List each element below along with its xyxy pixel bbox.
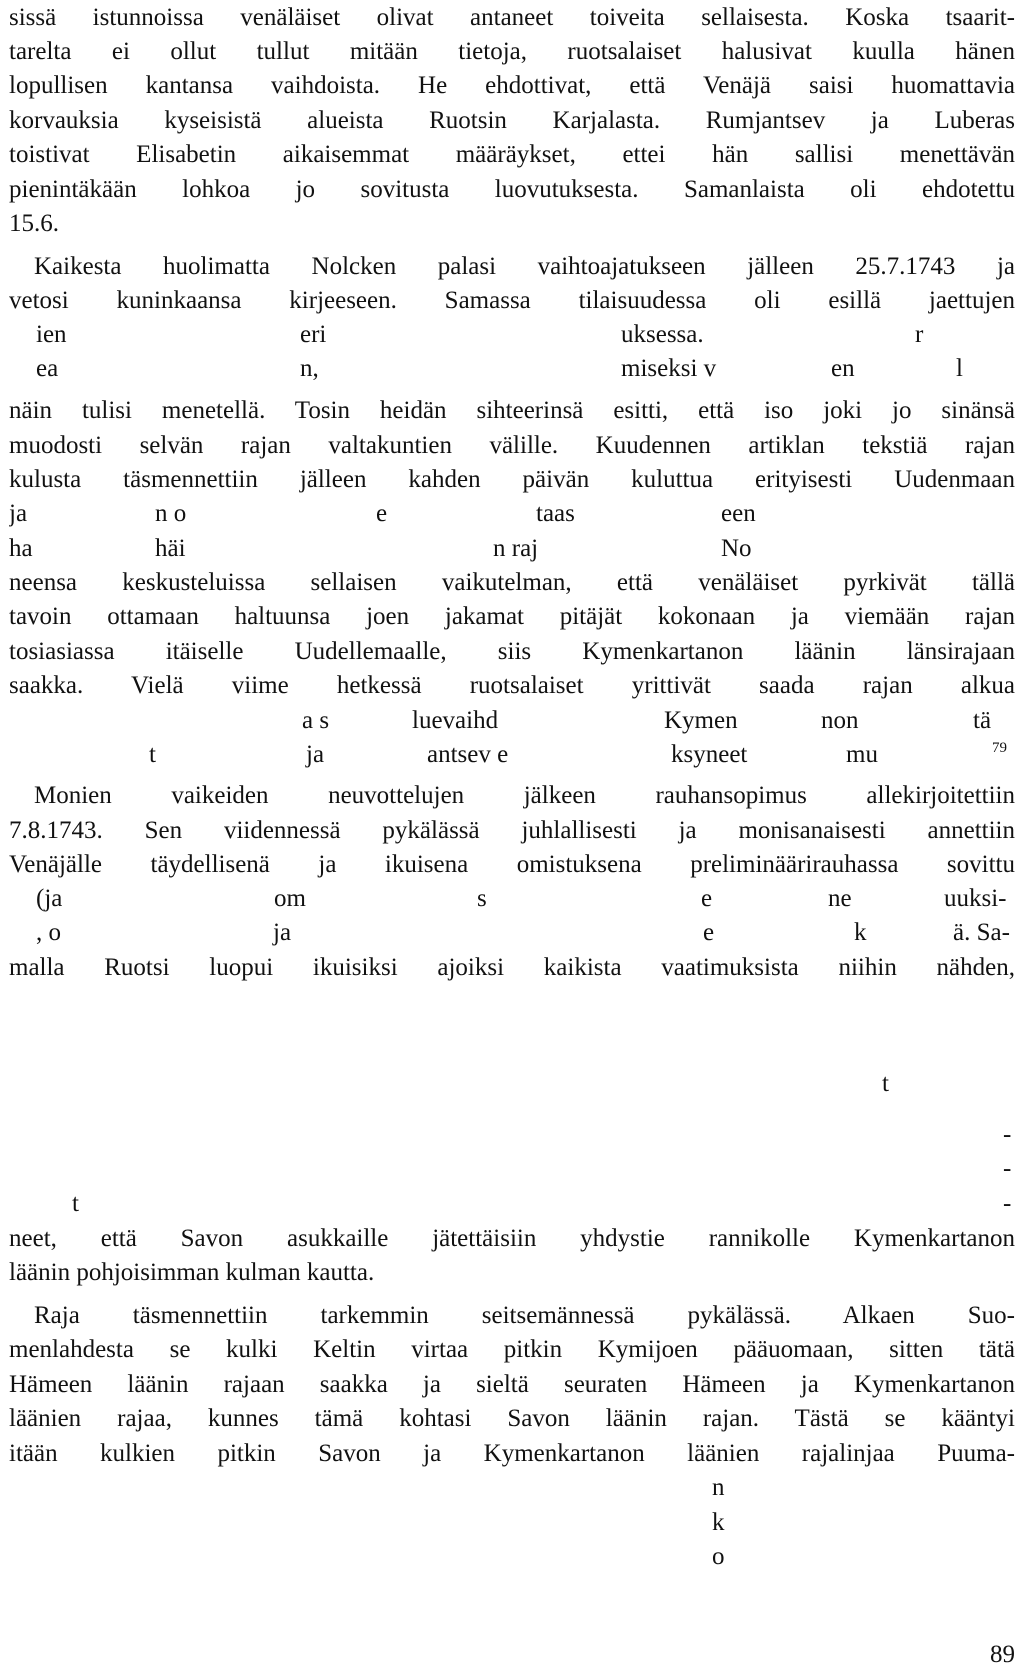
text-fragment: uuksi- [944, 885, 1007, 912]
text-fragment: l [956, 355, 963, 382]
partial-text-line [9, 881, 1015, 917]
partial-text-line [9, 317, 1015, 353]
text-fragment: t [149, 741, 156, 768]
text-fragment: e [703, 919, 715, 946]
text-line: 15.6. [9, 210, 59, 237]
text-fragment: - [1003, 1121, 1012, 1148]
partial-text-line [9, 351, 1015, 387]
text-line: muodosti selvän rajan valtakuntien välille. Kuudennen artiklan tekstiä rajan [9, 432, 1015, 459]
text-line: näin tulisi menetellä. Tosin heidän sihteerinsä esitti, että iso joki jo sinänsä [9, 397, 1015, 424]
paragraph-first-line: Monien vaikeiden neuvottelujen jälkeen rauhansopimus allekirjoitettiin [34, 782, 1015, 809]
text-line: neensa keskusteluissa sellaisen vaikutelman, että venäläiset pyrkivät tällä [9, 569, 1015, 596]
text-fragment: eri [300, 321, 327, 348]
text-fragment: om [274, 885, 306, 912]
text-line: itään kulkien pitkin Savon ja Kymenkartanon läänien rajalinjaa Puuma- [9, 1440, 1015, 1467]
text-line: läänien rajaa, kunnes tämä kohtasi Savon läänin rajan. Tästä se kääntyi [9, 1405, 1015, 1432]
text-line: malla Ruotsi luopui ikuisiksi ajoiksi kaikista vaatimuksista niihin nähden, [9, 954, 1015, 981]
text-fragment: e [701, 885, 713, 912]
text-line: vetosi kuninkaansa kirjeeseen. Samassa tilaisuudessa oli esillä jaettujen [9, 287, 1015, 314]
partial-text-line [9, 1151, 1015, 1187]
text-fragment: - [1003, 1190, 1012, 1217]
text-fragment: n o [155, 500, 187, 527]
text-fragment: , o [36, 919, 61, 946]
text-fragment: - [1003, 1155, 1012, 1182]
text-line: 7.8.1743. Sen viidennessä pykälässä juhlallisesti ja monisanaisesti annettiin [9, 817, 1015, 844]
text-line: tosiasiassa itäiselle Uudellemaalle, siis Kymenkartanon läänin länsirajaan [9, 638, 1015, 665]
text-fragment: n [712, 1474, 725, 1501]
text-fragment: uksessa. [621, 321, 704, 348]
text-fragment: t [882, 1070, 889, 1097]
partial-text-line [9, 1539, 1015, 1575]
partial-text-line [9, 915, 1015, 951]
text-fragment: s [477, 885, 487, 912]
text-line: sissä istunnoissa venäläiset olivat antaneet toiveita sellaisesta. Koska tsaarit- [9, 4, 1015, 31]
partial-text-line [9, 737, 1015, 773]
text-fragment: ja [306, 741, 325, 768]
text-line: saakka. Vielä viime hetkessä ruotsalaiset yrittivät saada rajan alkua [9, 672, 1015, 699]
text-line: toistivat Elisabetin aikaisemmat määräykset, ettei hän sallisi menettävän [9, 141, 1015, 168]
text-fragment: ea [36, 355, 59, 382]
text-fragment: ja [9, 500, 28, 527]
text-line: tavoin ottamaan haltuunsa joen jakamat pitäjät kokonaan ja viemään rajan [9, 603, 1015, 630]
text-line: läänin pohjoisimman kulman kautta. [9, 1259, 375, 1286]
text-line: Venäjälle täydellisenä ja ikuisena omistuksena preliminäärirauhassa sovittu [9, 851, 1015, 878]
text-fragment: n raj [493, 535, 539, 562]
text-fragment: r [915, 321, 924, 348]
paragraph-first-line: Raja täsmennettiin tarkemmin seitsemännessä pykälässä. Alkaen Suo- [34, 1302, 1015, 1329]
text-fragment: Kymen [664, 707, 738, 734]
page-number: 89 [990, 1641, 1015, 1668]
text-fragment: ha [9, 535, 33, 562]
text-fragment: luevaihd [412, 707, 499, 734]
text-fragment: No [721, 535, 752, 562]
text-line: menlahdesta se kulki Keltin virtaa pitkin Kymijoen pääuomaan, sitten tätä [9, 1336, 1015, 1363]
text-fragment: ä. Sa- [953, 919, 1010, 946]
text-line: pienintäkään lohkoa jo sovitusta luovutuksesta. Samanlaista oli ehdotettu [9, 176, 1015, 203]
text-line: tarelta ei ollut tullut mitään tietoja, ruotsalaiset halusivat kuulla hänen [9, 38, 1015, 65]
text-line: kulusta täsmennettiin jälleen kahden päivän kuluttua erityisesti Uudenmaan [9, 466, 1015, 493]
text-fragment: tä [973, 707, 992, 734]
partial-text-line [9, 1505, 1015, 1541]
text-fragment: o [712, 1543, 725, 1570]
text-fragment: n, [300, 355, 319, 382]
text-fragment: ksyneet [671, 741, 748, 768]
text-fragment: taas [536, 500, 575, 527]
text-fragment: miseksi v [621, 355, 717, 382]
paragraph-first-line: Kaikesta huolimatta Nolcken palasi vaihtoajatukseen jälleen 25.7.1743 ja [34, 253, 1015, 280]
text-fragment: ja [273, 919, 292, 946]
text-line: neet, että Savon asukkaille jätettäisiin yhdystie rannikolle Kymenkartanon [9, 1225, 1015, 1252]
partial-text-line [9, 1186, 1015, 1222]
footnote-marker: 79 [992, 740, 1007, 756]
text-fragment: ien [36, 321, 67, 348]
text-fragment: e [376, 500, 388, 527]
text-fragment: mu [846, 741, 878, 768]
text-fragment: non [821, 707, 859, 734]
partial-text-line [9, 531, 1015, 567]
text-fragment: (ja [36, 885, 63, 912]
partial-text-line [9, 703, 1015, 739]
text-fragment: a s [302, 707, 330, 734]
partial-text-line [9, 1117, 1015, 1153]
text-fragment: k [712, 1509, 725, 1536]
partial-text-line [9, 496, 1015, 532]
text-fragment: k [854, 919, 867, 946]
text-fragment: en [831, 355, 855, 382]
text-fragment: een [721, 500, 756, 527]
partial-text-line [9, 1470, 1015, 1506]
text-fragment: häi [155, 535, 186, 562]
text-fragment: ne [828, 885, 852, 912]
partial-text-line [9, 1066, 1015, 1102]
text-fragment: antsev e [427, 741, 509, 768]
text-fragment: t [72, 1190, 79, 1217]
text-line: korvauksia kyseisistä alueista Ruotsin Karjalasta. Rumjantsev ja Luberas [9, 107, 1015, 134]
text-line: lopullisen kantansa vaihdoista. He ehdottivat, että Venäjä saisi huomattavia [9, 72, 1015, 99]
text-line: Hämeen läänin rajaan saakka ja sieltä seuraten Hämeen ja Kymenkartanon [9, 1371, 1015, 1398]
